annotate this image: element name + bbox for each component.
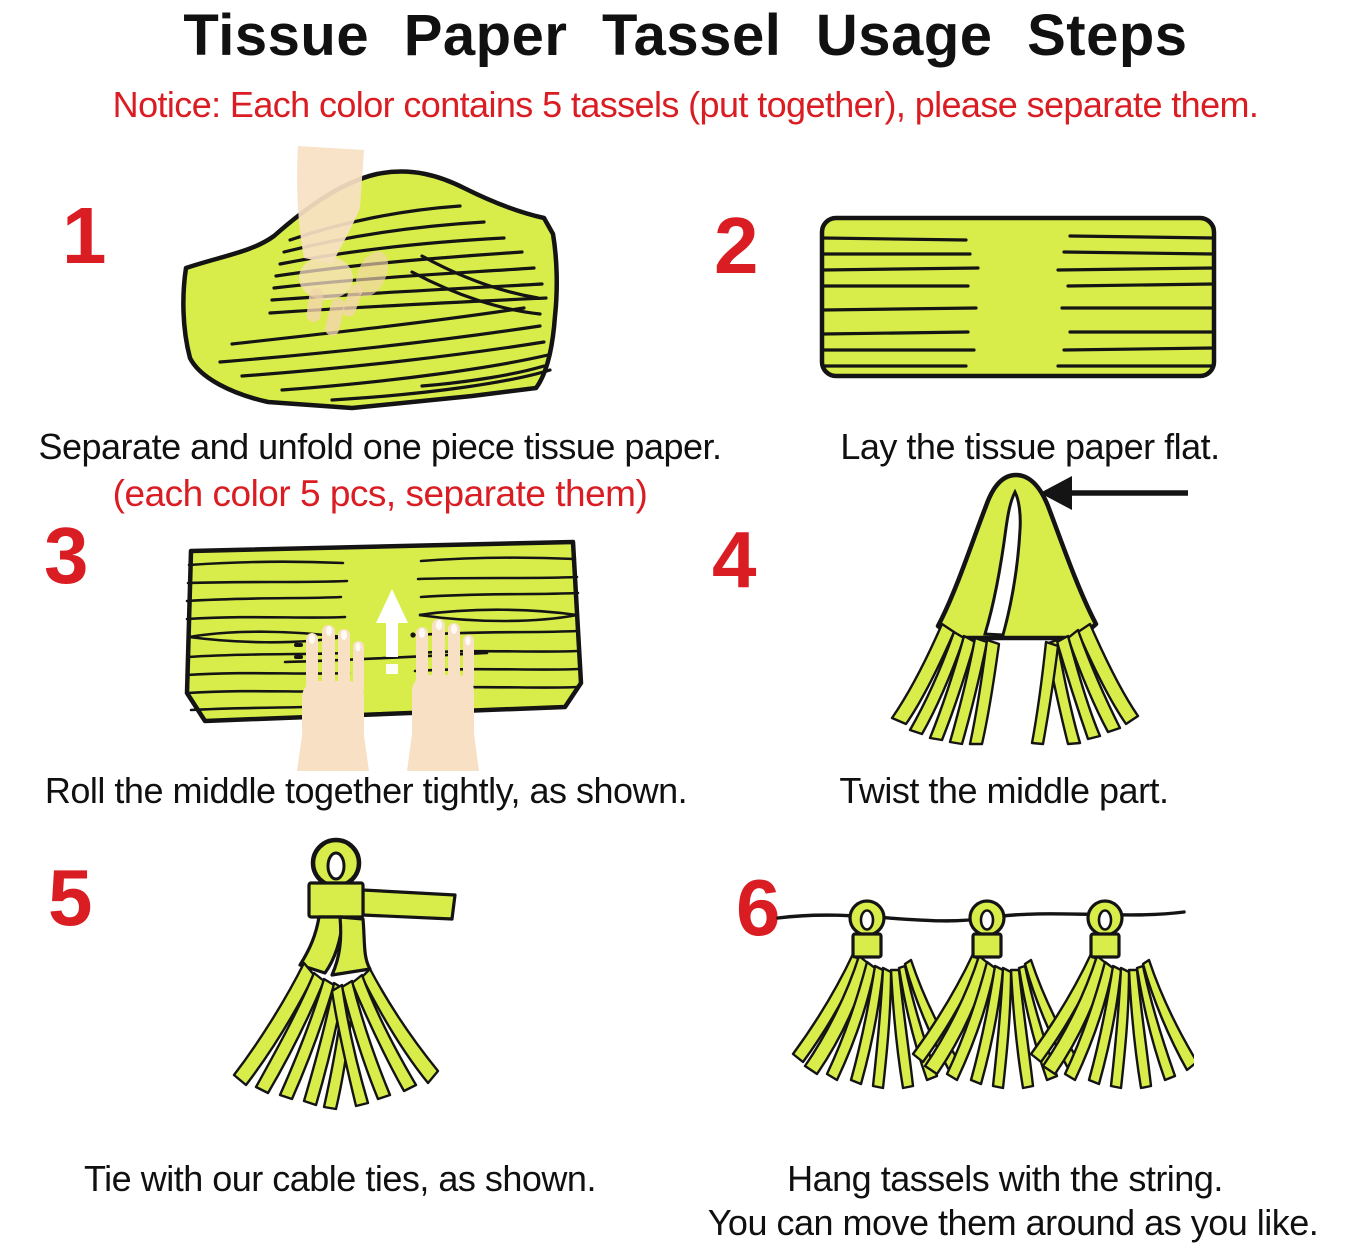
step-1-subcaption: (each color 5 pcs, separate them) — [112, 473, 648, 514]
step-2-illustration-flat-tissue — [818, 214, 1218, 382]
step-4-illustration-twisted-tassel — [858, 466, 1194, 758]
step-1-illustration-hand-separating-tissue — [172, 146, 572, 423]
step-6-illustration-hanging-tassels — [766, 886, 1194, 1120]
step-6-caption: Hang tassels with the string. — [787, 1158, 1223, 1199]
step-3-illustration-hands-rolling — [175, 531, 587, 776]
step-5-number: 5 — [48, 853, 93, 942]
step-6-number: 6 — [736, 863, 781, 952]
step-3-number: 3 — [44, 511, 89, 600]
step-1-caption: Separate and unfold one piece tissue paper. — [38, 426, 722, 467]
step-4-caption: Twist the middle part. — [839, 770, 1169, 811]
step-3-caption: Roll the middle together tightly, as shown. — [44, 770, 688, 811]
page-title: Tissue Paper Tassel Usage Steps — [183, 3, 1188, 68]
notice-text: Notice: Each color contains 5 tassels (put together), please separate them. — [112, 84, 1259, 125]
step-2-number: 2 — [714, 201, 759, 290]
step-1-number: 1 — [62, 191, 107, 280]
step-5-illustration-cable-tied-tassel — [212, 833, 462, 1120]
step-4-number: 4 — [712, 515, 757, 604]
pressing-hand-right — [407, 619, 479, 771]
cable-tie-head — [309, 883, 363, 917]
fringe-strips — [234, 963, 438, 1109]
cable-tie-strap — [363, 890, 455, 919]
step-2-caption: Lay the tissue paper flat. — [840, 426, 1220, 467]
pressing-hand-left — [297, 625, 369, 771]
step-5-caption: Tie with our cable ties, as shown. — [84, 1158, 596, 1199]
left-arrow-icon — [1040, 476, 1188, 510]
fringe-strips — [892, 624, 1138, 744]
step-6-caption-line2: You can move them around as you like. — [707, 1202, 1319, 1243]
